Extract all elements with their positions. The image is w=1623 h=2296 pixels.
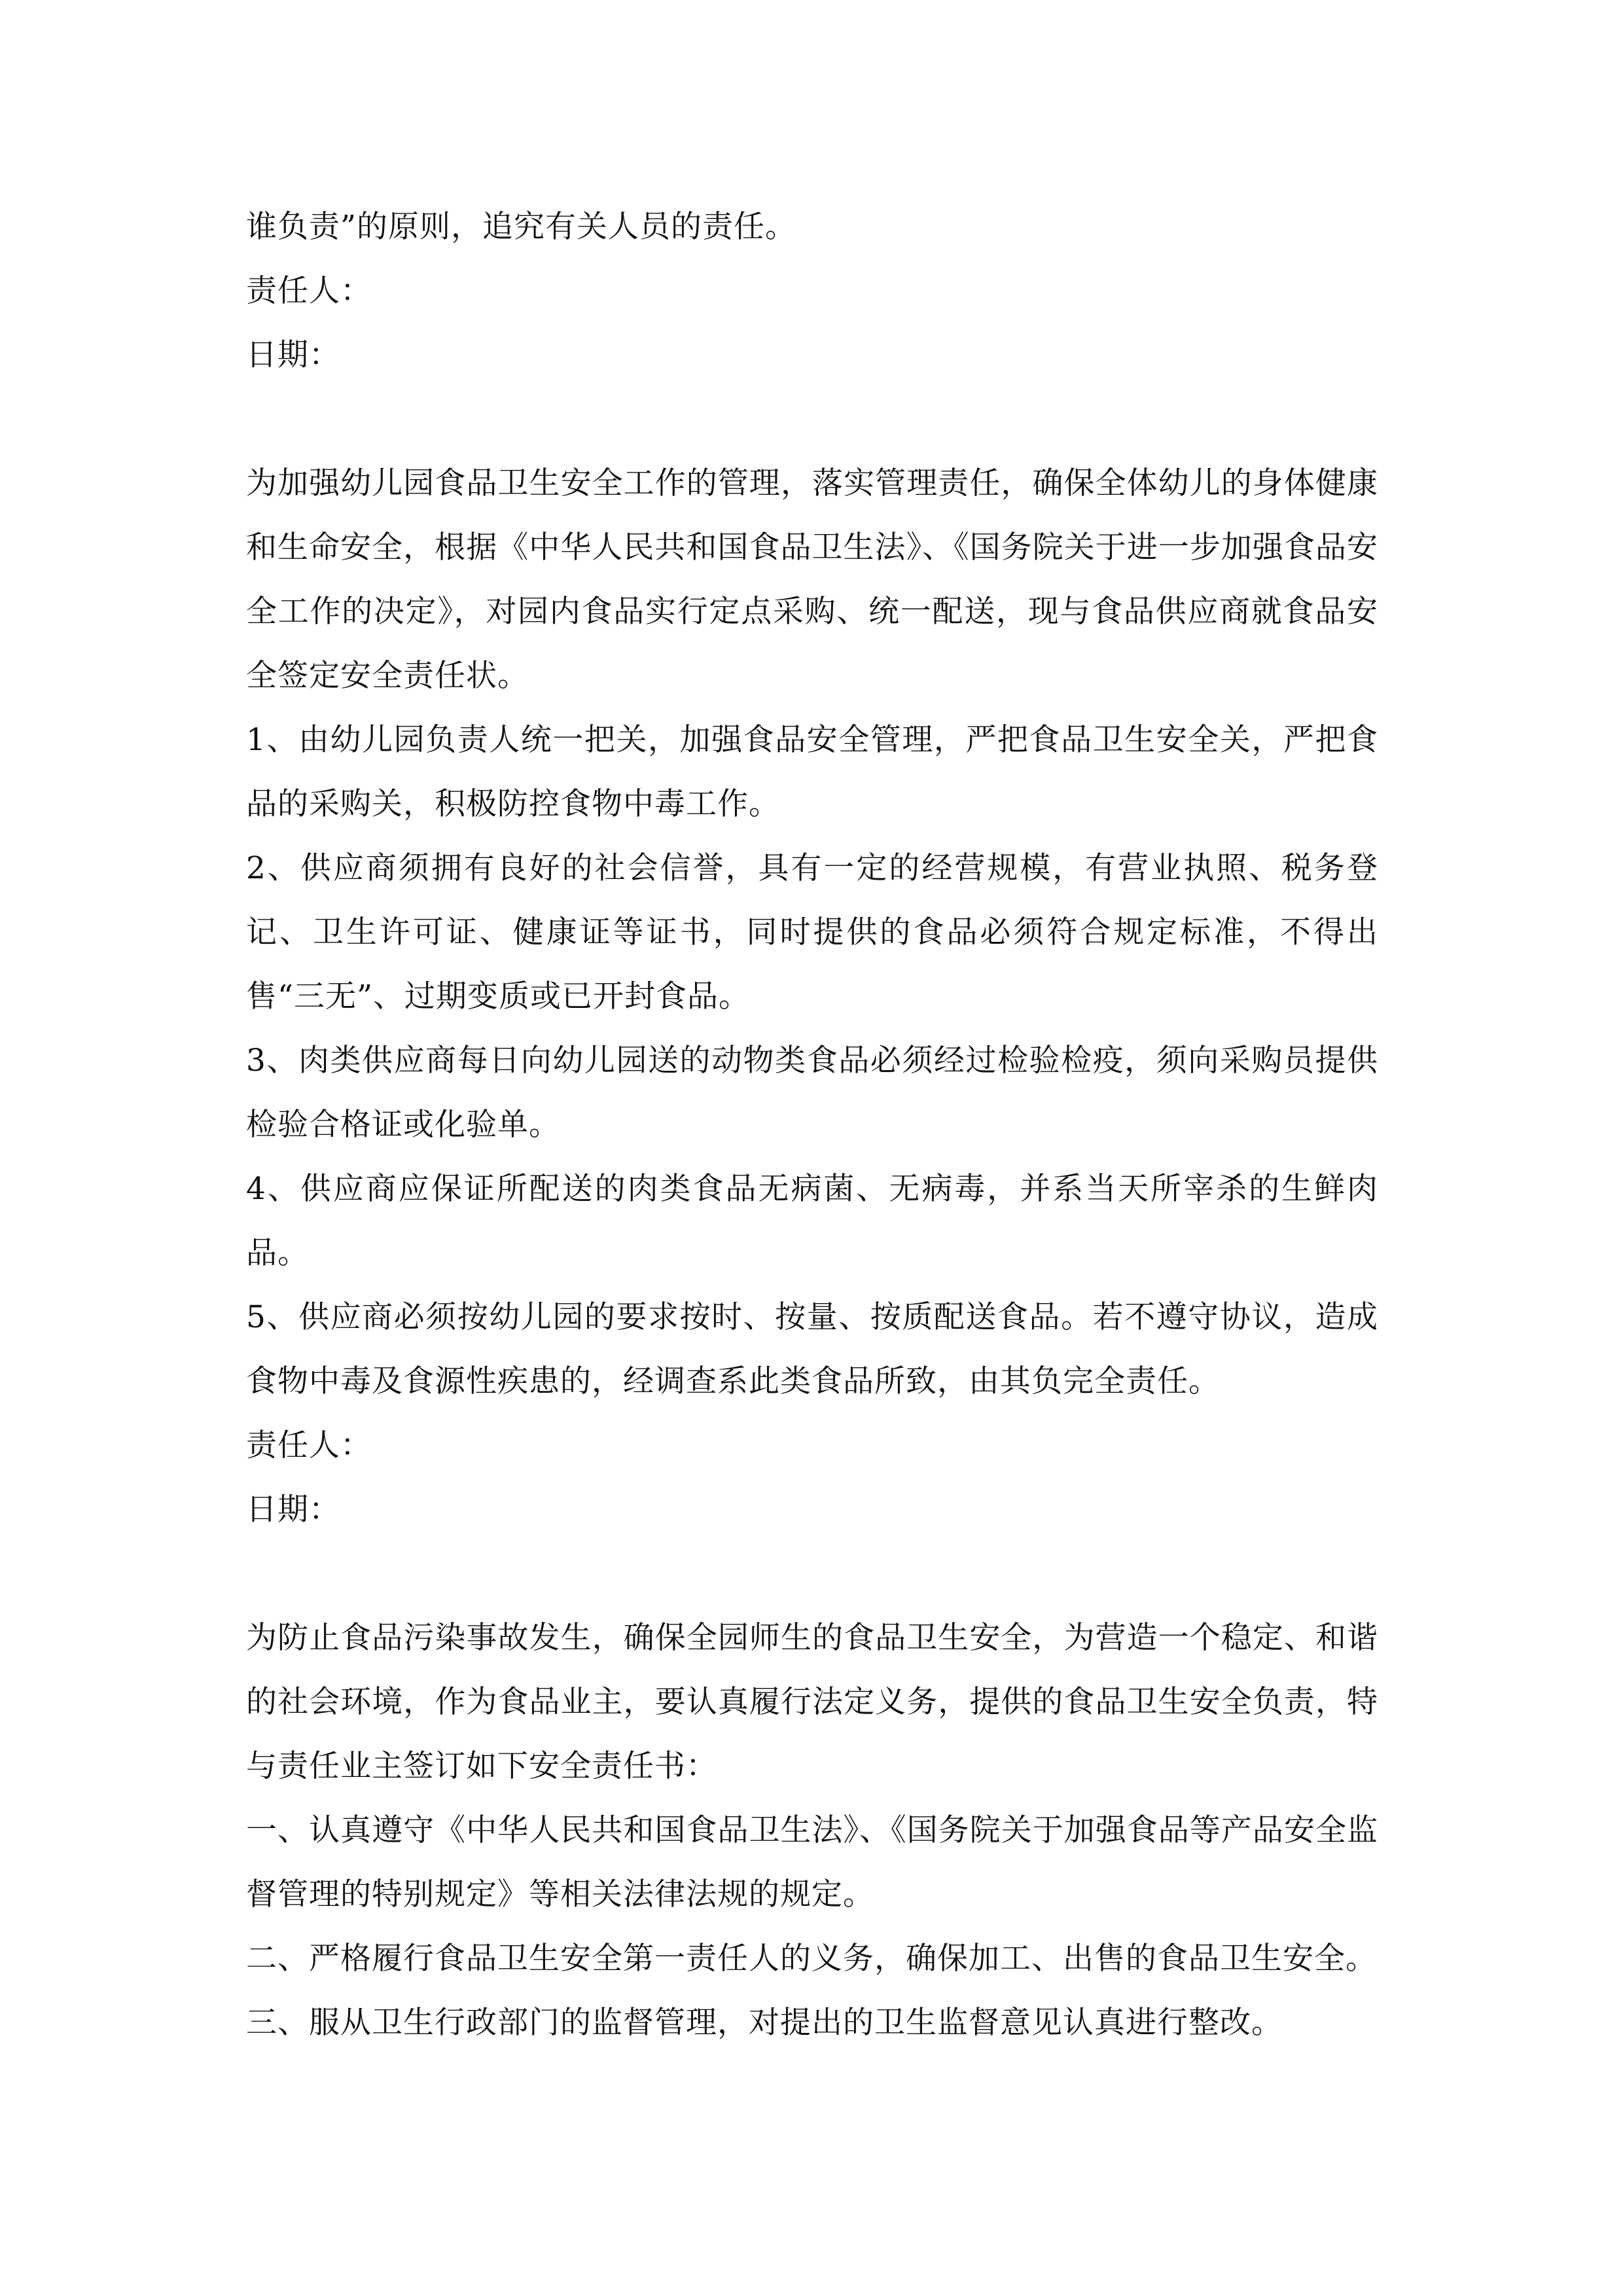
section3-item-1: 一、认真遵守《中华人民共和国食品卫生法》、《国务院关于加强食品等产品安全监督管理的特别规定》等相关法律法规的规定。: [246, 1812, 1378, 1912]
section1-signer-line: 责任人：: [246, 273, 372, 309]
section3-intro: 为防止食品污染事故发生，确保全园师生的食品卫生安全，为营造一个稳定、和谐的社会环境，作为食品业主，要认真履行法定义务，提供的食品卫生安全负责，特与责任业主签订如下安全责任书：: [246, 1620, 1378, 1784]
section2-item-1: 1、由幼儿园负责人统一把关，加强食品安全管理，严把食品卫生安全关，严把食品的采购关，积极防控食物中毒工作。: [246, 722, 1378, 822]
section3-item-3: 三、服从卫生行政部门的监督管理，对提出的卫生监督意见认真进行整改。: [246, 2005, 1283, 2041]
section2-item-4: 4、供应商应保证所配送的肉类食品无病菌、无病毒，并系当天所宰杀的生鲜肉品。: [246, 1171, 1378, 1271]
section-gap: [246, 1542, 1378, 1606]
section1-tail: 谁负责”的原则，追究有关人员的责任。: [246, 209, 797, 245]
section2-signer-line: 责任人：: [246, 1427, 372, 1463]
section2-intro: 为加强幼儿园食品卫生安全工作的管理，落实管理责任，确保全体幼儿的身体健康和生命安全，根据《中华人民共和国食品卫生法》、《国务院关于进一步加强食品安全工作的决定》，对园内食品实行定点采购、统一配送，现与食品供应商就食品安全签定安全责任状。: [246, 465, 1378, 694]
section1-date-line: 日期：: [246, 337, 340, 373]
section2-date-line: 日期：: [246, 1492, 340, 1528]
section2-item-2: 2、供应商须拥有良好的社会信誉，具有一定的经营规模，有营业执照、税务登记、卫生许可证、健康证等证书，同时提供的食品必须符合规定标准，不得出售“三无”、过期变质或已开封食品。: [246, 850, 1378, 1014]
section3-item-2: 二、严格履行食品卫生安全第一责任人的义务，确保加工、出售的食品卫生安全。: [246, 1941, 1377, 1977]
section2-item-5: 5、供应商必须按幼儿园的要求按时、按量、按质配送食品。若不遵守协议，造成食物中毒及食源性疾患的，经调查系此类食品所致，由其负完全责任。: [246, 1299, 1378, 1399]
document-body: [246, 195, 1378, 2055]
section-gap: [246, 387, 1378, 452]
section2-item-3: 3、肉类供应商每日向幼儿园送的动物类食品必须经过检验检疫，须向采购员提供检验合格证或化验单。: [246, 1043, 1378, 1143]
